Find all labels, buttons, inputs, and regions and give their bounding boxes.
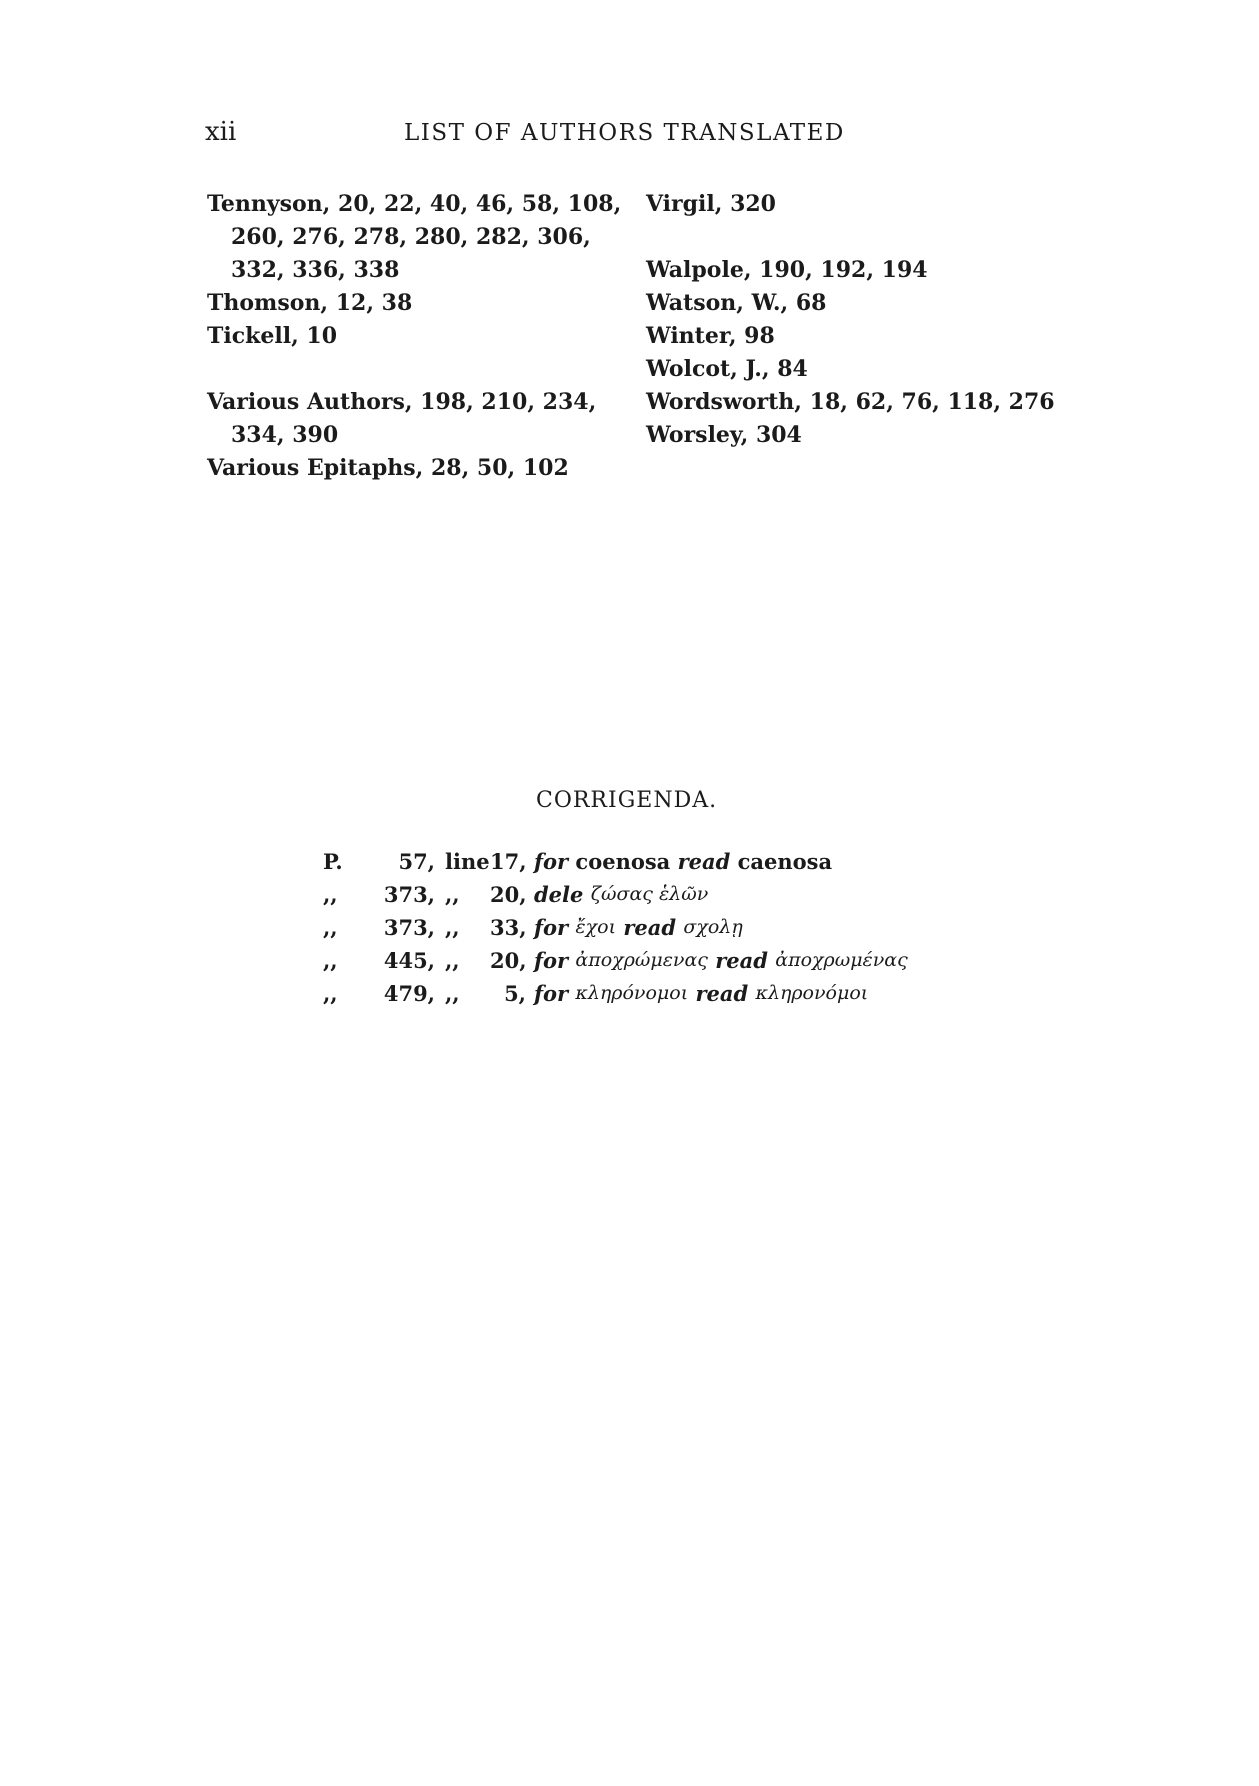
line-label: ,, xyxy=(445,915,460,940)
authors-left-column xyxy=(207,188,627,485)
corrigendum-row xyxy=(323,977,908,1010)
page-ref: 479, xyxy=(383,981,435,1006)
correct-text: σχολῃ xyxy=(683,916,743,938)
corrigendum-row xyxy=(323,845,908,878)
author-name: Wordsworth, xyxy=(646,389,802,415)
page-label: P. xyxy=(323,849,343,874)
author-pages: 198, 210, 234, xyxy=(420,389,597,415)
author-name: Watson, W., xyxy=(646,290,789,316)
line-label: line xyxy=(445,849,490,874)
author-pages: 320 xyxy=(730,191,776,217)
author-pages: 18, 62, 76, 118, 276 xyxy=(809,389,1055,415)
read-label: read xyxy=(623,915,677,940)
read-label: read xyxy=(715,948,768,973)
author-entry xyxy=(207,386,627,419)
correct-text: κληρονόμοι xyxy=(755,982,869,1004)
column-gap xyxy=(646,221,1146,254)
author-name: Worsley, xyxy=(646,422,749,448)
line-ref: 20, xyxy=(490,882,527,907)
wrong-text: κληρόνομοι xyxy=(575,982,689,1004)
page-label: ,, xyxy=(323,948,338,973)
author-entry xyxy=(207,188,627,221)
page-label: ,, xyxy=(323,981,338,1006)
page-ref: 373, xyxy=(383,915,435,940)
author-pages-continued: 332, 336, 338 xyxy=(231,257,400,283)
correction-action: for xyxy=(534,849,569,874)
author-entry xyxy=(646,287,1146,320)
line-label: ,, xyxy=(445,981,460,1006)
page-label: ,, xyxy=(323,882,338,907)
running-title: LIST OF AUTHORS TRANSLATED xyxy=(404,120,845,146)
correction-action: for xyxy=(534,948,569,973)
author-entry xyxy=(646,188,1146,221)
author-name: Wolcot, J., xyxy=(646,356,770,382)
corrigendum-row xyxy=(323,911,908,944)
corrigendum-row xyxy=(323,878,908,911)
wrong-text: ἀποχρώμενας xyxy=(575,949,708,971)
author-name: Various Epitaphs, xyxy=(207,455,424,481)
author-entry xyxy=(646,320,1146,353)
author-name: Walpole, xyxy=(646,257,752,283)
author-pages-continued: 334, 390 xyxy=(231,422,339,448)
correct-text: ἀποχρωμένας xyxy=(775,949,908,971)
correct-text: caenosa xyxy=(737,849,833,874)
corrigendum-row xyxy=(323,944,908,977)
corrigenda-title: CORRIGENDA. xyxy=(536,788,718,813)
wrong-text: ἔχοι xyxy=(575,916,617,938)
column-gap xyxy=(207,353,627,386)
author-pages: 10 xyxy=(306,323,338,349)
authors-right-column xyxy=(646,188,1146,452)
author-pages: 20, 22, 40, 46, 58, 108, xyxy=(338,191,622,217)
author-pages: 68 xyxy=(795,290,827,316)
line-ref: 33, xyxy=(490,915,527,940)
author-entry xyxy=(207,287,627,320)
author-name: Tickell, xyxy=(207,323,299,349)
line-label: ,, xyxy=(445,948,460,973)
author-entry xyxy=(207,452,627,485)
author-entry xyxy=(646,353,1146,386)
author-pages: 28, 50, 102 xyxy=(431,455,569,481)
read-label: read xyxy=(695,981,749,1006)
author-name: Winter, xyxy=(646,323,737,349)
author-entry xyxy=(646,254,1146,287)
page-ref: 57, xyxy=(398,849,435,874)
author-name: Various Authors, xyxy=(207,389,413,415)
read-label: read xyxy=(677,849,731,874)
line-ref: 17, xyxy=(490,849,527,874)
line-label: ,, xyxy=(445,882,460,907)
page-ref: 445, xyxy=(383,948,435,973)
author-pages: 84 xyxy=(777,356,808,382)
author-name: Thomson, xyxy=(207,290,329,316)
author-pages: 12, 38 xyxy=(335,290,413,316)
author-name: Virgil, xyxy=(646,191,723,217)
corrigenda-list xyxy=(323,845,908,1010)
author-pages: 190, 192, 194 xyxy=(759,257,928,283)
author-pages: 304 xyxy=(755,422,802,448)
author-pages: 98 xyxy=(744,323,775,349)
correction-action: for xyxy=(534,915,569,940)
author-entry xyxy=(646,386,1146,419)
wrong-text: coenosa xyxy=(575,849,671,874)
line-ref: 5, xyxy=(504,981,526,1006)
line-ref: 20, xyxy=(490,948,527,973)
author-entry xyxy=(207,320,627,353)
author-pages-continued: 260, 276, 278, 280, 282, 306, xyxy=(231,224,591,250)
page-number: xii xyxy=(205,117,237,147)
correction-action: dele xyxy=(534,882,584,907)
page-ref: 373, xyxy=(383,882,435,907)
author-name: Tennyson, xyxy=(207,191,331,217)
correction-action: for xyxy=(534,981,569,1006)
page-label: ,, xyxy=(323,915,338,940)
wrong-text: ζώσας ἑλῶν xyxy=(590,883,709,905)
author-entry xyxy=(646,419,1146,452)
